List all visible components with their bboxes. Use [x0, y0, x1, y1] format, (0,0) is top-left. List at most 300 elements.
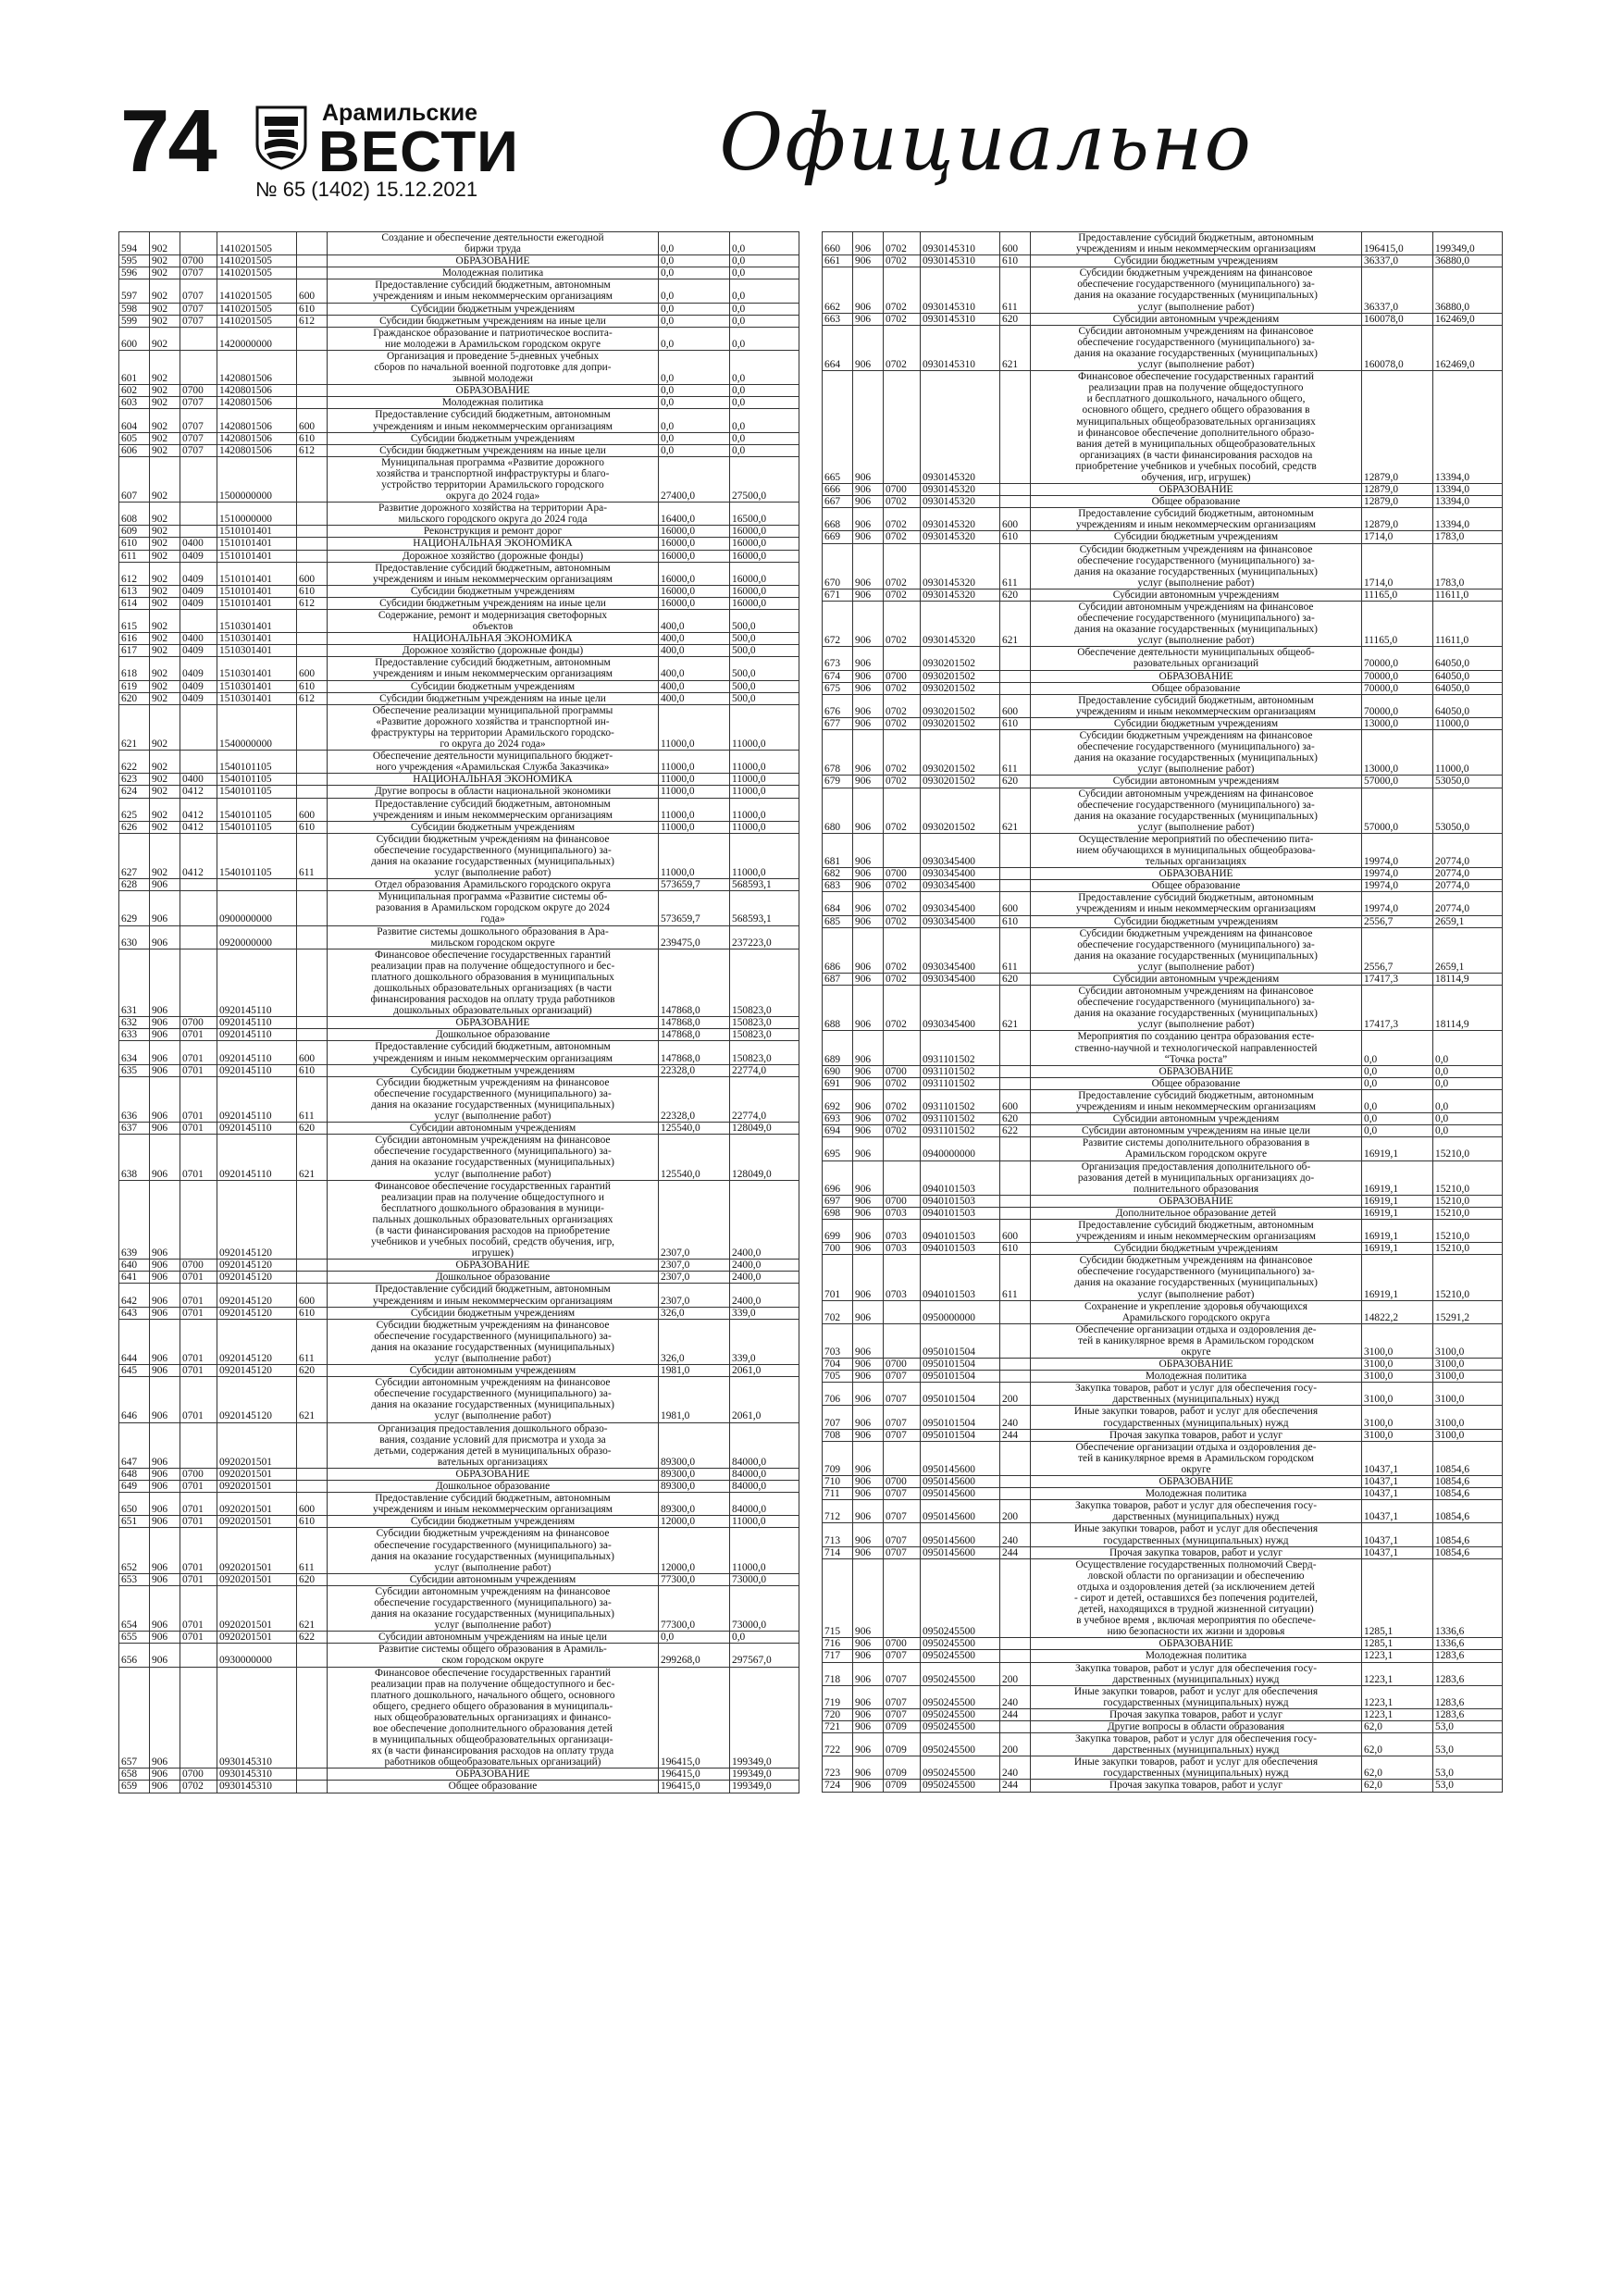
- table-cell: 0702: [884, 543, 921, 589]
- table-cell: 620: [1000, 313, 1031, 325]
- table-cell: 906: [853, 1662, 884, 1685]
- table-cell: 1981,0: [659, 1365, 730, 1377]
- table-cell: 16000,0: [730, 550, 799, 562]
- table-cell: 3100,0: [1362, 1383, 1433, 1406]
- table-cell: 0701: [180, 1573, 217, 1585]
- table-cell: 240: [1000, 1523, 1031, 1546]
- table-row: [823, 892, 1503, 915]
- table-cell: 64050,0: [1433, 682, 1503, 694]
- table-cell: 10437,1: [1362, 1488, 1433, 1500]
- table-row: [119, 550, 799, 562]
- table-cell: 0707: [884, 1546, 921, 1558]
- table-cell: 0930145310: [921, 232, 1000, 255]
- table-cell: 12000,0: [659, 1528, 730, 1573]
- table-cell: 2307,0: [659, 1260, 730, 1272]
- table-cell: 400,0: [659, 610, 730, 633]
- table-cell: 906: [150, 1064, 180, 1076]
- table-cell: 906: [853, 1523, 884, 1546]
- table-cell: Обеспечение организации отдыха и оздоровления де- тей в каникулярное время в Арамильском городском округе: [1031, 1441, 1362, 1475]
- table-cell: 73000,0: [730, 1585, 799, 1631]
- table-cell: 1714,0: [1362, 531, 1433, 543]
- table-cell: 639: [119, 1180, 150, 1260]
- table-cell: Субсидии автономным учреждениям на финансовое обеспечение государственного (муниципального) за- дания на оказание государственных (муниципальных) услуг (выполнение работ): [1031, 325, 1362, 370]
- table-cell: 611: [1000, 730, 1031, 776]
- table-cell: 0707: [884, 1406, 921, 1429]
- table-cell: [1000, 1031, 1031, 1065]
- table-cell: [180, 232, 217, 255]
- table-cell: 20774,0: [1433, 892, 1503, 915]
- table-cell: Субсидии автономным учреждениям на финансовое обеспечение государственного (муниципального) за- дания на оказание государственных (муниципальных) услуг (выполнение работ): [328, 1377, 659, 1422]
- table-cell: 906: [150, 1585, 180, 1631]
- table-cell: 0,0: [1362, 1065, 1433, 1077]
- table-cell: 906: [853, 1756, 884, 1780]
- table-cell: Субсидии автономным учреждениям на иные цели: [328, 1632, 659, 1644]
- table-cell: 0950245500: [921, 1708, 1000, 1720]
- table-cell: Субсидии автономным учреждениям: [1031, 1113, 1362, 1125]
- table-cell: Субсидии автономным учреждениям на финансовое обеспечение государственного (муниципального) за- дания на оказание государственных (муниципальных) услуг (выполнение работ): [1031, 986, 1362, 1031]
- table-cell: 0930345400: [921, 880, 1000, 892]
- table-cell: 62,0: [1362, 1721, 1433, 1733]
- table-cell: 0700: [884, 1476, 921, 1488]
- table-cell: 57000,0: [1362, 788, 1433, 833]
- table-cell: 685: [823, 915, 853, 927]
- table-cell: 902: [150, 786, 180, 798]
- table-cell: 0930145320: [921, 371, 1000, 484]
- table-cell: [297, 610, 328, 633]
- table-row: [823, 788, 1503, 833]
- table-cell: 19974,0: [1362, 880, 1433, 892]
- table-cell: 906: [853, 927, 884, 973]
- table-cell: 0930145310: [921, 267, 1000, 313]
- table-row: [119, 1064, 799, 1076]
- table-cell: 0930145320: [921, 531, 1000, 543]
- table-cell: Предоставление субсидий бюджетным, автономным учреждениям и иным некоммерческим организациям: [328, 409, 659, 432]
- table-row: [119, 1365, 799, 1377]
- table-cell: ОБРАЗОВАНИЕ: [328, 1260, 659, 1272]
- table-cell: 902: [150, 432, 180, 444]
- table-cell: 633: [119, 1029, 150, 1041]
- table-row: [823, 1031, 1503, 1065]
- table-cell: 0950101504: [921, 1429, 1000, 1441]
- table-cell: 70000,0: [1362, 647, 1433, 670]
- table-cell: 902: [150, 633, 180, 645]
- table-cell: 906: [150, 1781, 180, 1793]
- table-cell: 906: [150, 1365, 180, 1377]
- table-cell: 906: [150, 1573, 180, 1585]
- table-cell: 611: [297, 1076, 328, 1122]
- table-cell: 160078,0: [1362, 313, 1433, 325]
- table-cell: 0,0: [659, 444, 730, 456]
- table-cell: 620: [1000, 974, 1031, 986]
- table-cell: 1410201505: [217, 232, 297, 255]
- table-cell: 906: [150, 1272, 180, 1284]
- table-row: [119, 1573, 799, 1585]
- table-cell: 0,0: [730, 267, 799, 279]
- table-cell: 15210,0: [1433, 1160, 1503, 1195]
- table-row: [119, 279, 799, 303]
- table-cell: 615: [119, 610, 150, 633]
- table-cell: 620: [119, 692, 150, 704]
- table-cell: 906: [853, 892, 884, 915]
- table-cell: [297, 350, 328, 384]
- table-cell: 3100,0: [1362, 1371, 1433, 1383]
- table-cell: 610: [297, 680, 328, 692]
- table-cell: 147868,0: [659, 1017, 730, 1029]
- table-cell: 683: [823, 880, 853, 892]
- table-cell: 1285,1: [1362, 1638, 1433, 1650]
- table-row: [119, 1041, 799, 1064]
- table-cell: 0,0: [730, 315, 799, 327]
- table-cell: 11000,0: [1433, 717, 1503, 729]
- table-cell: 0920145120: [217, 1319, 297, 1364]
- table-cell: 0931101502: [921, 1077, 1000, 1089]
- table-cell: ОБРАЗОВАНИЕ: [328, 1017, 659, 1029]
- table-cell: 1540101105: [217, 833, 297, 878]
- table-cell: 3100,0: [1433, 1323, 1503, 1358]
- table-cell: 652: [119, 1528, 150, 1573]
- table-cell: [180, 456, 217, 502]
- table-cell: 0702: [180, 1781, 217, 1793]
- table-cell: 77300,0: [659, 1573, 730, 1585]
- table-cell: Организация предоставления дополнительного об- разования детей в муниципальных организациях до- полнительного образования: [1031, 1160, 1362, 1195]
- table-cell: 2400,0: [730, 1260, 799, 1272]
- table-cell: 22328,0: [659, 1076, 730, 1122]
- table-cell: 0707: [884, 1650, 921, 1662]
- table-cell: 606: [119, 444, 150, 456]
- table-cell: 0950245500: [921, 1650, 1000, 1662]
- table-cell: 0900000000: [217, 891, 297, 925]
- table-cell: 601: [119, 350, 150, 384]
- table-cell: 710: [823, 1476, 853, 1488]
- table-cell: [297, 267, 328, 279]
- table-cell: Молодежная политика: [1031, 1650, 1362, 1662]
- table-row: [119, 879, 799, 891]
- issue-info: № 65 (1402) 15.12.2021: [255, 178, 478, 201]
- table-cell: Развитие системы общего образования в Арамиль- ском городском округе: [328, 1644, 659, 1667]
- table-cell: 711: [823, 1488, 853, 1500]
- table-cell: 10854,6: [1433, 1523, 1503, 1546]
- table-cell: 11611,0: [1433, 589, 1503, 601]
- table-cell: 632: [119, 1017, 150, 1029]
- table-cell: 902: [150, 692, 180, 704]
- table-cell: [180, 350, 217, 384]
- table-cell: 500,0: [730, 610, 799, 633]
- table-cell: 724: [823, 1780, 853, 1792]
- table-cell: 906: [853, 670, 884, 682]
- table-cell: 622: [1000, 1125, 1031, 1137]
- table-row: [823, 986, 1503, 1031]
- table-cell: 0930345400: [921, 974, 1000, 986]
- table-cell: 641: [119, 1272, 150, 1284]
- table-cell: 16919,1: [1362, 1219, 1433, 1242]
- table-cell: 0701: [180, 1632, 217, 1644]
- table-cell: 0703: [884, 1255, 921, 1300]
- table-cell: [297, 255, 328, 267]
- table-cell: 16000,0: [730, 562, 799, 585]
- table-cell: 688: [823, 986, 853, 1031]
- table-cell: 11000,0: [730, 821, 799, 833]
- table-cell: 634: [119, 1041, 150, 1064]
- table-cell: 0409: [180, 692, 217, 704]
- table-cell: 0950245500: [921, 1733, 1000, 1756]
- table-cell: 0707: [884, 1685, 921, 1708]
- table-cell: 20774,0: [1433, 833, 1503, 867]
- table-cell: 18114,9: [1433, 986, 1503, 1031]
- table-cell: 19974,0: [1362, 868, 1433, 880]
- table-cell: 610: [1000, 531, 1031, 543]
- table-cell: [297, 526, 328, 538]
- table-cell: 610: [297, 1307, 328, 1319]
- table-cell: 64050,0: [1433, 647, 1503, 670]
- table-cell: 691: [823, 1077, 853, 1089]
- table-cell: 57000,0: [1362, 776, 1433, 788]
- table-cell: 1540101105: [217, 821, 297, 833]
- table-cell: Субсидии бюджетным учреждениям: [328, 1516, 659, 1528]
- table-row: [823, 927, 1503, 973]
- table-cell: [1000, 1207, 1031, 1219]
- table-cell: 0702: [884, 717, 921, 729]
- table-cell: 610: [1000, 255, 1031, 267]
- table-row: [823, 694, 1503, 717]
- table-cell: 0930145320: [921, 508, 1000, 531]
- table-cell: 0950145600: [921, 1546, 1000, 1558]
- table-cell: 0920145110: [217, 949, 297, 1017]
- table-cell: 0701: [180, 1307, 217, 1319]
- table-cell: 0950245500: [921, 1780, 1000, 1792]
- page-number: 74: [120, 92, 216, 191]
- table-cell: 600: [297, 1041, 328, 1064]
- table-cell: 2659,1: [1433, 927, 1503, 973]
- table-cell: [297, 751, 328, 774]
- table-cell: 13000,0: [1362, 730, 1433, 776]
- table-cell: [1000, 1638, 1031, 1650]
- table-row: [119, 1377, 799, 1422]
- table-cell: 0702: [884, 927, 921, 973]
- table-cell: 1410201505: [217, 255, 297, 267]
- table-cell: [1000, 682, 1031, 694]
- table-cell: 339,0: [730, 1319, 799, 1364]
- table-cell: 611: [297, 833, 328, 878]
- table-cell: Субсидии бюджетным учреждениям: [1031, 1243, 1362, 1255]
- table-cell: 0920145120: [217, 1307, 297, 1319]
- table-cell: 0950101504: [921, 1371, 1000, 1383]
- table-cell: 655: [119, 1632, 150, 1644]
- table-cell: 906: [853, 1441, 884, 1475]
- table-cell: 0930145310: [921, 313, 1000, 325]
- table-cell: 906: [853, 694, 884, 717]
- table-cell: 0702: [884, 531, 921, 543]
- table-cell: 10854,6: [1433, 1441, 1503, 1475]
- table-cell: 906: [150, 1769, 180, 1781]
- table-cell: 906: [150, 879, 180, 891]
- table-cell: 11000,0: [659, 821, 730, 833]
- table-cell: Муниципальная программа «Развитие дорожного хозяйства и транспортной инфраструктуры и благо- устройство территории Арамильского городского округа до 2024 года»: [328, 456, 659, 502]
- table-cell: 1510101401: [217, 597, 297, 609]
- table-cell: 0931101502: [921, 1125, 1000, 1137]
- table-cell: 0920201501: [217, 1632, 297, 1644]
- table-cell: 620: [1000, 1113, 1031, 1125]
- table-cell: 11000,0: [730, 1516, 799, 1528]
- table-cell: 16000,0: [659, 538, 730, 550]
- table-cell: 626: [119, 821, 150, 833]
- table-cell: 1223,1: [1362, 1685, 1433, 1708]
- table-cell: Субсидии автономным учреждениям: [328, 1123, 659, 1135]
- table-row: [119, 633, 799, 645]
- table-row: [823, 1406, 1503, 1429]
- table-cell: 694: [823, 1125, 853, 1137]
- table-cell: 1540101105: [217, 798, 297, 821]
- table-cell: 902: [150, 526, 180, 538]
- table-cell: 0920145120: [217, 1272, 297, 1284]
- table-cell: 906: [853, 1255, 884, 1300]
- table-cell: 0950101504: [921, 1323, 1000, 1358]
- table-cell: Субсидии автономным учреждениям на финансовое обеспечение государственного (муниципального) за- дания на оказание государственных (муниципальных) услуг (выполнение работ): [1031, 602, 1362, 647]
- table-row: [823, 1488, 1503, 1500]
- table-cell: 692: [823, 1089, 853, 1112]
- table-cell: 2061,0: [730, 1377, 799, 1422]
- table-cell: 1420801506: [217, 350, 297, 384]
- table-row: [119, 409, 799, 432]
- table-cell: 902: [150, 444, 180, 456]
- table-cell: 708: [823, 1429, 853, 1441]
- city-emblem-icon: [252, 104, 311, 170]
- table-cell: 0931101502: [921, 1031, 1000, 1065]
- table-cell: 11000,0: [659, 774, 730, 786]
- table-cell: 1783,0: [1433, 531, 1503, 543]
- table-cell: 0920201501: [217, 1585, 297, 1631]
- table-cell: 0700: [180, 1769, 217, 1781]
- table-cell: 604: [119, 409, 150, 432]
- table-cell: 600: [297, 279, 328, 303]
- table-cell: 17417,3: [1362, 974, 1433, 986]
- table-cell: 715: [823, 1558, 853, 1638]
- table-cell: 0412: [180, 833, 217, 878]
- table-cell: 200: [1000, 1662, 1031, 1685]
- table-cell: 600: [1000, 694, 1031, 717]
- table-cell: [297, 645, 328, 657]
- table-row: [119, 526, 799, 538]
- table-cell: 906: [853, 1065, 884, 1077]
- table-cell: Предоставление субсидий бюджетным, автономным учреждениям и иным некоммерческим организациям: [1031, 892, 1362, 915]
- table-cell: Предоставление субсидий бюджетным, автономным учреждениям и иным некоммерческим организациям: [1031, 694, 1362, 717]
- table-row: [823, 267, 1503, 313]
- table-cell: Субсидии бюджетным учреждениям на финансовое обеспечение государственного (муниципального) за- дания на оказание государственных (муниципальных) услуг (выполнение работ): [1031, 267, 1362, 313]
- table-cell: Общее образование: [1031, 1077, 1362, 1089]
- table-cell: 0930145320: [921, 484, 1000, 496]
- table-cell: 0,0: [1433, 1089, 1503, 1112]
- table-cell: 623: [119, 774, 150, 786]
- table-cell: 244: [1000, 1429, 1031, 1441]
- table-cell: 70000,0: [1362, 694, 1433, 717]
- table-cell: 902: [150, 645, 180, 657]
- table-cell: 906: [853, 1685, 884, 1708]
- table-cell: 2400,0: [730, 1180, 799, 1260]
- table-cell: Предоставление субсидий бюджетным, автономным учреждениям и иным некоммерческим организациям: [1031, 232, 1362, 255]
- table-cell: 906: [853, 833, 884, 867]
- table-cell: 906: [853, 508, 884, 531]
- table-cell: 36337,0: [1362, 267, 1433, 313]
- table-cell: 10854,6: [1433, 1488, 1503, 1500]
- table-cell: 902: [150, 798, 180, 821]
- table-cell: 0700: [180, 255, 217, 267]
- table-cell: 0920145110: [217, 1029, 297, 1041]
- table-cell: [297, 1481, 328, 1493]
- table-cell: 602: [119, 385, 150, 397]
- table-cell: 0700: [884, 1195, 921, 1207]
- table-cell: 568593,1: [730, 879, 799, 891]
- table-cell: 0709: [884, 1721, 921, 1733]
- table-cell: 0950245500: [921, 1662, 1000, 1685]
- table-cell: 1420801506: [217, 409, 297, 432]
- table-cell: 611: [1000, 267, 1031, 313]
- table-cell: 2400,0: [730, 1272, 799, 1284]
- table-cell: 653: [119, 1573, 150, 1585]
- table-cell: 0,0: [730, 444, 799, 456]
- table-cell: 906: [853, 986, 884, 1031]
- table-cell: 1510101401: [217, 526, 297, 538]
- table-row: [119, 432, 799, 444]
- table-cell: 687: [823, 974, 853, 986]
- table-cell: 906: [853, 1558, 884, 1638]
- table-cell: [1000, 1488, 1031, 1500]
- table-cell: 0702: [884, 788, 921, 833]
- table-row: [823, 1441, 1503, 1475]
- table-cell: 608: [119, 503, 150, 526]
- table-cell: 0707: [180, 279, 217, 303]
- table-cell: 199349,0: [730, 1781, 799, 1793]
- table-cell: 647: [119, 1422, 150, 1468]
- table-cell: 11000,0: [730, 704, 799, 750]
- table-cell: 906: [853, 788, 884, 833]
- table-cell: ОБРАЗОВАНИЕ: [328, 1769, 659, 1781]
- table-cell: Создание и обеспечение деятельности ежегодной биржи труда: [328, 232, 659, 255]
- table-cell: 0701: [180, 1365, 217, 1377]
- table-cell: 0702: [884, 267, 921, 313]
- table-cell: 906: [853, 589, 884, 601]
- table-cell: 3100,0: [1433, 1383, 1503, 1406]
- table-cell: 699: [823, 1219, 853, 1242]
- table-cell: 0920145110: [217, 1135, 297, 1180]
- table-cell: 0701: [180, 1123, 217, 1135]
- table-cell: [1000, 1077, 1031, 1089]
- table-cell: Предоставление субсидий бюджетным, автономным учреждениям и иным некоммерческим организациям: [328, 1493, 659, 1516]
- table-cell: Дошкольное образование: [328, 1272, 659, 1284]
- table-cell: 666: [823, 484, 853, 496]
- table-cell: 0409: [180, 657, 217, 680]
- table-cell: 196415,0: [659, 1781, 730, 1793]
- table-cell: 906: [853, 1113, 884, 1125]
- table-cell: 0707: [180, 267, 217, 279]
- table-cell: 1285,1: [1362, 1558, 1433, 1638]
- table-cell: Субсидии бюджетным учреждениям: [328, 821, 659, 833]
- table-cell: 902: [150, 279, 180, 303]
- table-cell: ОБРАЗОВАНИЕ: [328, 385, 659, 397]
- table-cell: [1000, 1721, 1031, 1733]
- table-cell: 16000,0: [659, 597, 730, 609]
- table-cell: 0920145120: [217, 1284, 297, 1307]
- table-cell: 0920145110: [217, 1017, 297, 1029]
- table-row: [119, 657, 799, 680]
- table-cell: 906: [853, 730, 884, 776]
- table-cell: 0707: [180, 432, 217, 444]
- table-cell: 693: [823, 1113, 853, 1125]
- table-cell: 11165,0: [1362, 589, 1433, 601]
- table-cell: 0,0: [730, 327, 799, 350]
- table-cell: 906: [853, 974, 884, 986]
- table-cell: 0700: [884, 1638, 921, 1650]
- table-cell: 0930000000: [217, 1644, 297, 1667]
- table-cell: 11000,0: [730, 786, 799, 798]
